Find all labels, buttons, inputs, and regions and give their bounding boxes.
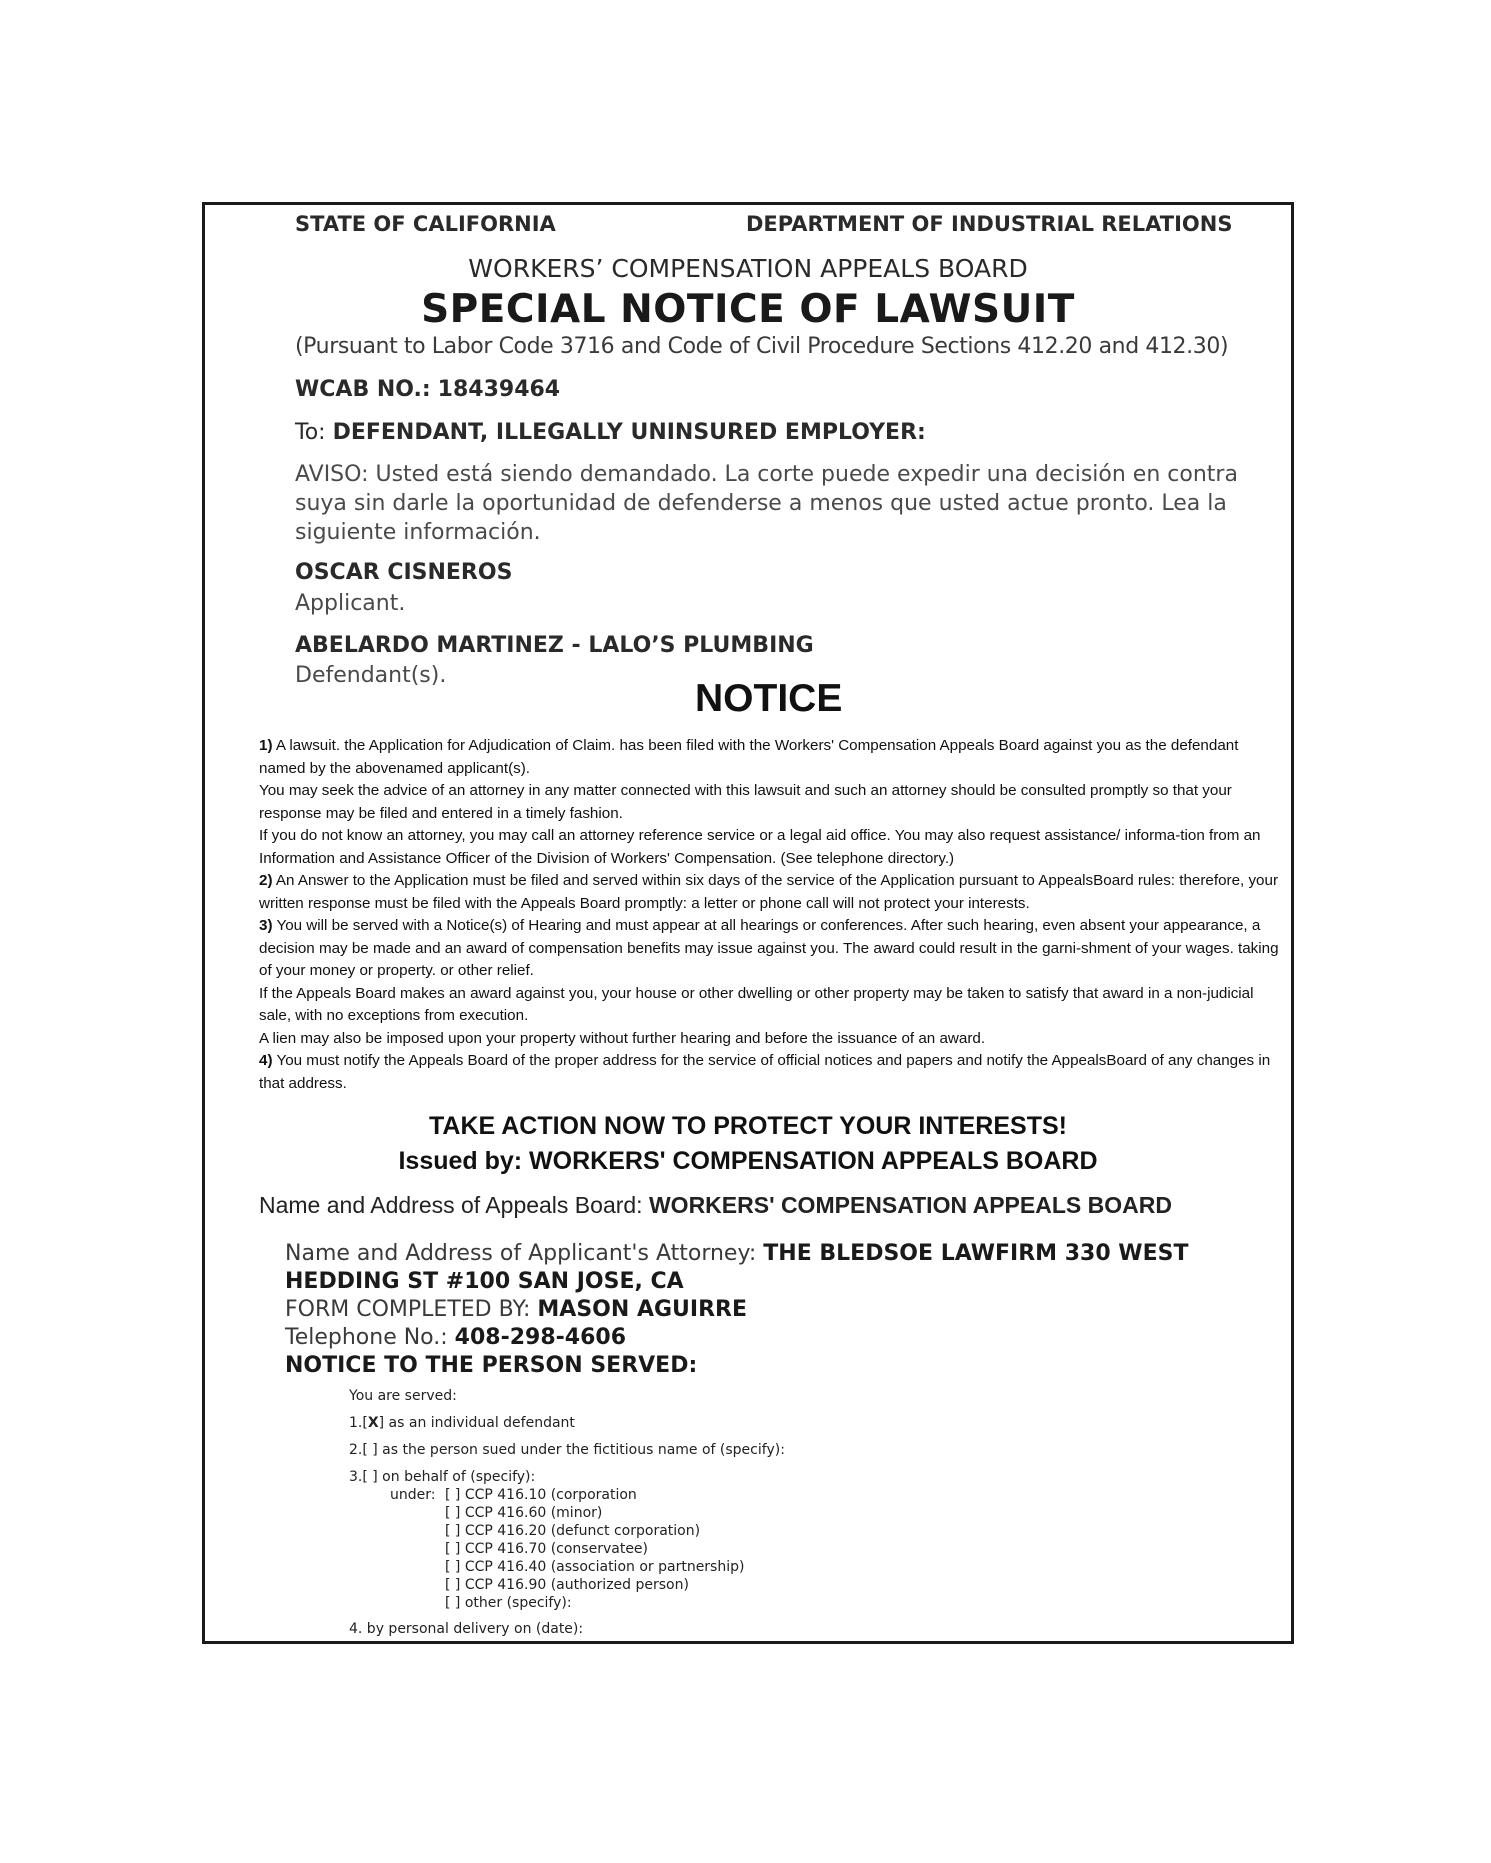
served-intro: You are served: xyxy=(349,1388,457,1404)
paragraph-number: 4) xyxy=(259,1052,273,1069)
defendant-name: ABELARDO MARTINEZ - LALO’S PLUMBING xyxy=(295,633,814,658)
telephone-label: Telephone No.: xyxy=(285,1325,448,1350)
wcab-value: 18439464 xyxy=(437,377,561,402)
to-line xyxy=(295,420,926,445)
paragraph-number: 2) xyxy=(259,872,273,889)
notice-heading: NOTICE xyxy=(695,677,843,720)
ccp-option: [ ] CCP 416.70 (conservatee) xyxy=(445,1541,649,1557)
ccp-option: [ ] CCP 416.10 (corporation xyxy=(445,1487,637,1503)
attorney-value-line1: THE BLEDSOE LAWFIRM 330 WEST xyxy=(763,1241,1189,1266)
appeals-board-line xyxy=(259,1192,1172,1219)
issued-by-line: Issued by: WORKERS' COMPENSATION APPEALS BOARD xyxy=(398,1147,1098,1175)
paragraph-1b: You may seek the advice of an attorney in any matter connected with this lawsuit and such an attorney should be consulted promptly so that your response may be filed and entered in a timely fashion. xyxy=(259,782,1232,822)
department-label: DEPARTMENT OF INDUSTRIAL RELATIONS xyxy=(746,212,1233,236)
paragraph-3c: A lien may also be imposed upon your property without further hearing and before the issuance of an award. xyxy=(259,1029,986,1047)
ccp-option: [ ] CCP 416.40 (association or partnership) xyxy=(445,1559,745,1575)
paragraph-3b: If the Appeals Board makes an award against you, your house or other dwelling or other property may be taken to satisfy that award in a non-judicial sale, with no exceptions from execution. xyxy=(259,984,1254,1024)
to-value: DEFENDANT, ILLEGALLY UNINSURED EMPLOYER: xyxy=(332,420,926,445)
attorney-value-line2: HEDDING ST #100 SAN JOSE, CA xyxy=(285,1269,684,1294)
checkbox-mark: X xyxy=(367,1415,379,1431)
wcab-label: WCAB NO.: xyxy=(295,377,431,402)
paragraph-number: 1) xyxy=(259,737,273,754)
ccp-option: [ ] CCP 416.20 (defunct corporation) xyxy=(445,1523,701,1539)
served-item-text: ] as an individual defendant xyxy=(378,1415,575,1431)
attorney-label: Name and Address of Applicant's Attorney: xyxy=(285,1241,757,1266)
ccp-list xyxy=(445,1486,744,1612)
paragraph-1 xyxy=(259,735,1279,780)
under-label: under: xyxy=(390,1487,436,1503)
appeals-board-label: Name and Address of Appeals Board: xyxy=(259,1192,643,1218)
telephone-value: 408-298-4606 xyxy=(454,1325,627,1350)
served-heading: NOTICE TO THE PERSON SERVED: xyxy=(285,1353,698,1378)
applicant-name: OSCAR CISNEROS xyxy=(295,560,513,585)
applicant-label: Applicant. xyxy=(295,591,406,616)
served-item-3: 3.[ ] on behalf of (specify): xyxy=(349,1469,536,1485)
completed-by-value: MASON AGUIRRE xyxy=(537,1297,747,1322)
completed-by-label: FORM COMPLETED BY: xyxy=(285,1297,531,1322)
document-title: SPECIAL NOTICE OF LAWSUIT xyxy=(421,287,1075,332)
paragraph-text: You must notify the Appeals Board of the proper address for the service of official notices and papers and notify the AppealsBoard of any changes in that address. xyxy=(259,1052,1271,1092)
paragraph-2 xyxy=(259,870,1279,915)
served-item-4: 4. by personal delivery on (date): xyxy=(349,1621,584,1637)
served-item-2: 2.[ ] as the person sued under the fictitious name of (specify): xyxy=(349,1442,785,1458)
aviso-paragraph: AVISO: Usted está siendo demandado. La corte puede expedir una decisión en contra suya sin darle la oportunidad de defenderse a menos que usted actue pronto. Lea la siguiente información. xyxy=(295,462,1238,545)
state-label: STATE OF CALIFORNIA xyxy=(295,212,556,236)
paragraph-4 xyxy=(259,1050,1279,1095)
paragraph-text: An Answer to the Application must be filed and served within six days of the service of the Application pursuant to AppealsBoard rules: therefore, your written response must be filed with the Appeals Board promptly: a letter or phone call will not protect your interests. xyxy=(259,872,1279,912)
pursuant-line: (Pursuant to Labor Code 3716 and Code of Civil Procedure Sections 412.20 and 412.30) xyxy=(295,334,1229,359)
wcab-number xyxy=(295,377,560,402)
take-action-line: TAKE ACTION NOW TO PROTECT YOUR INTERESTS! xyxy=(429,1112,1067,1140)
ccp-option: [ ] CCP 416.60 (minor) xyxy=(445,1505,603,1521)
notice-body xyxy=(259,735,1279,1095)
paragraph-1c: If you do not know an attorney, you may call an attorney reference service or a legal aid office. You may also request assistance/ informa-tion from an Information and Assistance Officer of the Division of Workers' Compensation. (See telephone directory.) xyxy=(259,827,1261,867)
paragraph-3 xyxy=(259,915,1279,983)
served-item-1 xyxy=(349,1414,575,1432)
attorney-block xyxy=(285,1240,1188,1380)
ccp-option: [ ] other (specify): xyxy=(445,1595,572,1611)
paragraph-number: 3) xyxy=(259,917,273,934)
paragraph-text: You will be served with a Notice(s) of Hearing and must appear at all hearings or conferences. After such hearing, even absent your appearance, a decision may be made and an award of compensation benefits may issue against you. The award could result in the garni-shment of your wages. taking of your money or property. or other relief. xyxy=(259,917,1279,979)
defendant-label: Defendant(s). xyxy=(295,663,447,688)
paragraph-text: A lawsuit. the Application for Adjudication of Claim. has been filed with the Workers' Compensation Appeals Board against you as the defendant named by the abovenamed applicant(s). xyxy=(259,737,1239,777)
to-label: To: xyxy=(295,420,326,445)
appeals-board-value: WORKERS' COMPENSATION APPEALS BOARD xyxy=(648,1192,1172,1218)
checkbox-open: 1.[ xyxy=(349,1415,368,1431)
board-name: WORKERS’ COMPENSATION APPEALS BOARD xyxy=(468,254,1028,283)
ccp-option: [ ] CCP 416.90 (authorized person) xyxy=(445,1577,689,1593)
